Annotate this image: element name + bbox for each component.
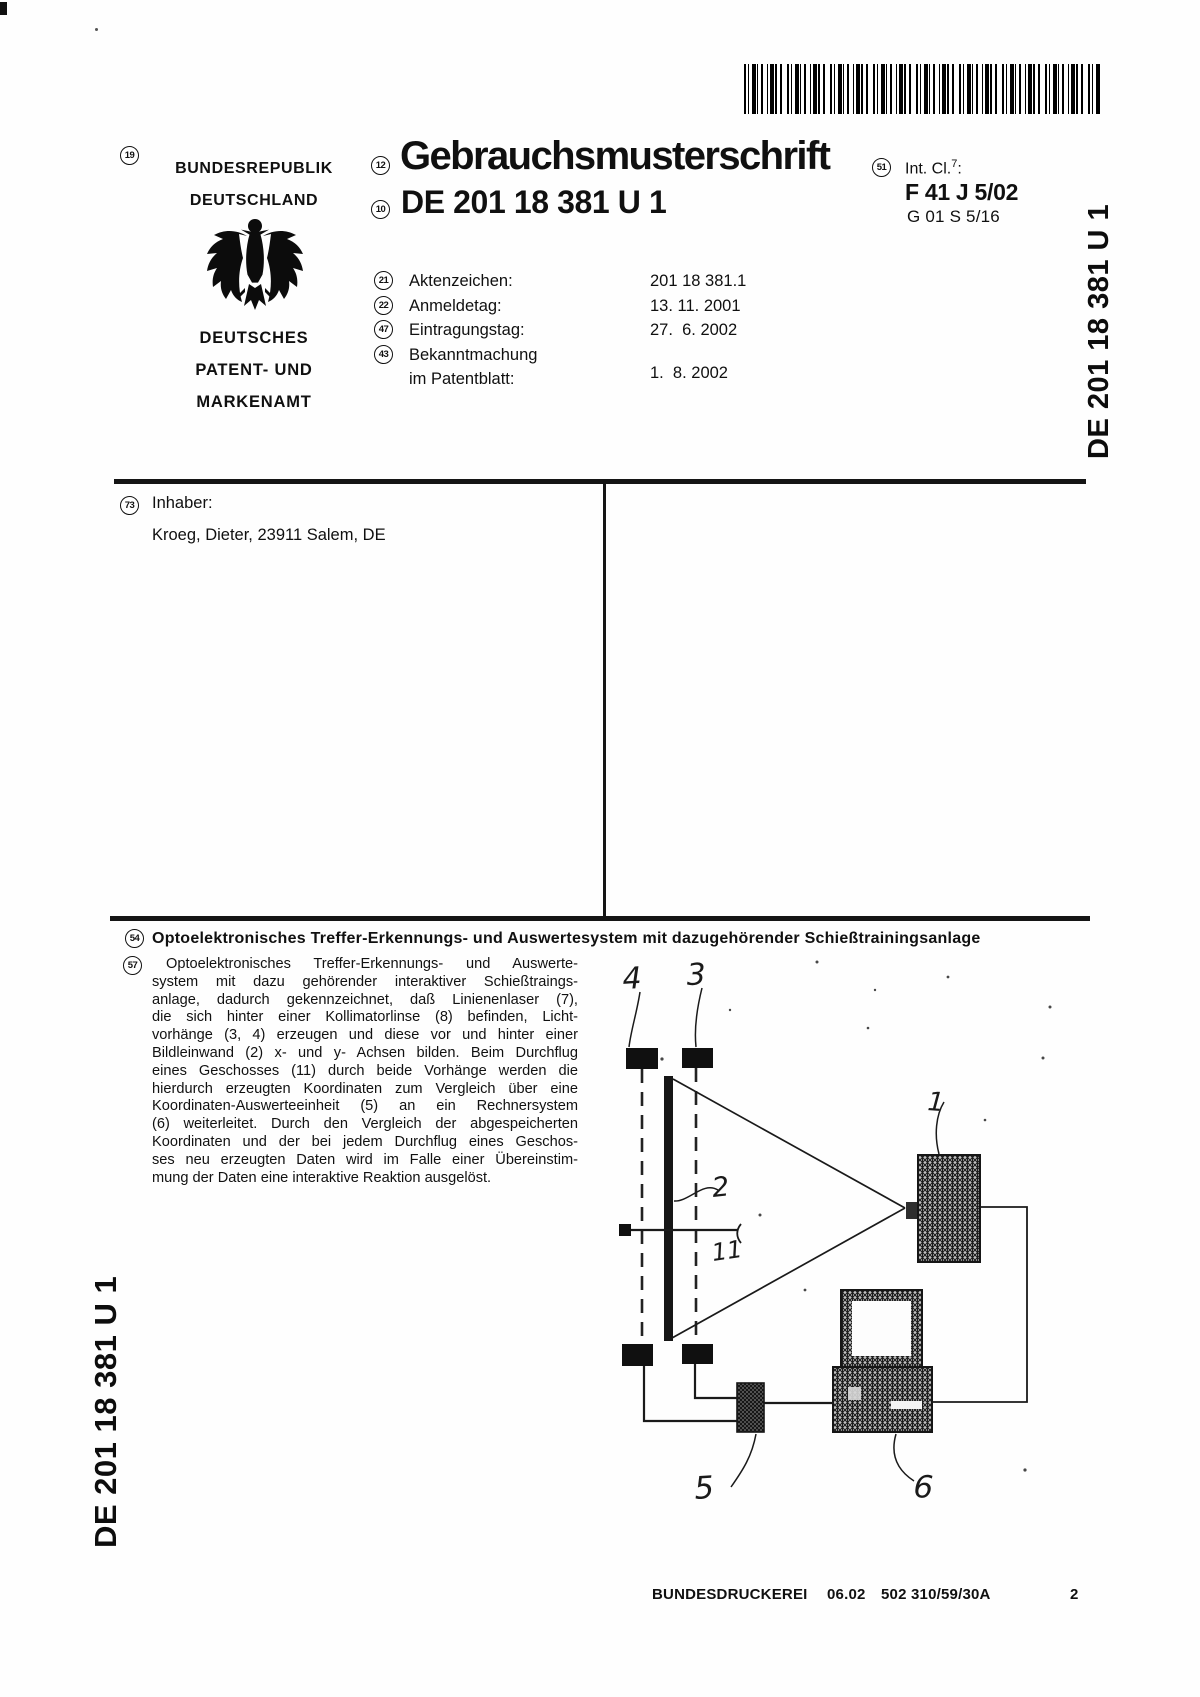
figure-label-3: 3	[686, 957, 707, 993]
owner-value: Kroeg, Dieter, 23911 Salem, DE	[152, 526, 386, 544]
bib-row-aktenzeichen	[374, 272, 814, 294]
monitor-screen	[852, 1301, 911, 1356]
footer-issue: 06.02	[827, 1586, 866, 1603]
int-cl-primary-class: F 41 J 5/02	[905, 179, 1019, 205]
footer-printer: BUNDESDRUCKEREI	[652, 1586, 808, 1603]
abstract-line: die sich hinter einer Kollimatorlinse (8) befinden, Licht-	[152, 1009, 578, 1026]
abstract-text	[152, 956, 578, 1187]
projector-lens	[906, 1202, 918, 1219]
bib-value: 13. 11. 2001	[650, 297, 741, 315]
figure-label-4: 4	[621, 961, 643, 997]
sensor-block-bottom-left	[622, 1344, 653, 1366]
scan-speck	[95, 28, 98, 31]
column-divider-line	[603, 483, 606, 916]
vertical-publication-number-left: DE 201 18 381 U 1	[88, 1275, 123, 1548]
int-cl-text: Int. Cl.	[905, 160, 952, 178]
projectile-marker	[619, 1224, 631, 1236]
office-line3: MARKENAMT	[196, 393, 312, 411]
code-73-badge: 73	[120, 496, 139, 515]
abstract-line: vorhänge (3, 4) erzeugen und diese vor und hinter einer	[152, 1027, 578, 1044]
code-22-badge: 22	[374, 296, 393, 315]
abstract-line: (6) weiterleitet. Durch den Vergleich der abgespeicherten	[152, 1116, 578, 1133]
invention-title: Optoelektronisches Treffer-Erkennungs- und Auswertesystem mit dazugehörender Schießtrainingsanlage	[152, 930, 981, 947]
country-line1: BUNDESREPUBLIK	[175, 160, 333, 177]
bib-value: 1. 8. 2002	[650, 364, 728, 382]
abstract-line: hierdurch erzeugten Koordinaten zum Vergleich über eine	[152, 1080, 578, 1097]
laser-emitter-block-top-right	[682, 1048, 713, 1068]
abstract-line: eines Geschosses (11) durch beide Vorhänge werden die	[152, 1062, 578, 1079]
coordinate-evaluation-unit-box	[737, 1383, 764, 1432]
office-name	[150, 322, 358, 418]
laser-emitter-block-top-left	[626, 1048, 658, 1069]
code-21-badge: 21	[374, 271, 393, 290]
bib-label-line2: im Patentblatt:	[409, 370, 515, 388]
computer-detail-square	[848, 1387, 861, 1400]
sensor-to-unit5-cable-left	[644, 1366, 737, 1421]
bib-value: 201 18 381.1	[650, 272, 747, 290]
bib-label: Anmeldetag:	[409, 297, 502, 315]
document-kind-title: Gebrauchsmusterschrift	[400, 134, 830, 178]
figure-label-5: 5	[693, 1469, 716, 1507]
footer	[0, 1586, 1200, 1606]
bib-value: 27. 6. 2002	[650, 321, 738, 339]
leader-line-4	[629, 992, 640, 1047]
country-name	[150, 153, 358, 217]
abstract-line: Bildleinwand (2) x- und y- Achsen bilden. Beim Durchflug	[152, 1044, 578, 1061]
bib-label: Aktenzeichen:	[409, 272, 513, 290]
code-43-badge: 43	[374, 345, 393, 364]
abstract-line: ses neu erzeugten Daten wird im Falle einer Übereinstim-	[152, 1151, 578, 1168]
abstract-line: mung der Daten eine interaktive Reaktion ausgelöst.	[152, 1169, 492, 1186]
office-line2: PATENT- UND	[195, 361, 313, 379]
int-cl-label	[905, 158, 962, 178]
patent-figure	[555, 950, 1055, 1520]
abstract-line: system mit dazu gehörender interaktiver Schießtraings-	[152, 973, 578, 990]
country-line2: DEUTSCHLAND	[189, 192, 319, 209]
code-54-badge: 54	[125, 929, 144, 948]
scan-artifact	[0, 2, 7, 15]
abstract-line: Optoelektronisches Treffer-Erkennungs- und Auswerte-	[166, 956, 578, 972]
code-47-badge: 47	[374, 320, 393, 339]
figure-label-11: 11	[709, 1234, 745, 1267]
code-12-badge: 12	[371, 156, 390, 175]
header-separator-rule	[114, 479, 1086, 484]
abstract-line: Koordinaten und der bei jedem Durchflug eines Geschos-	[152, 1133, 578, 1150]
office-line1: DEUTSCHES	[199, 329, 309, 347]
projector-box	[918, 1155, 980, 1262]
abstract-line: anlage, dadurch gekennzeichnet, daß Linienenlaser (7),	[152, 991, 578, 1008]
leader-line-3	[695, 988, 702, 1047]
sensor-block-bottom-right	[682, 1344, 713, 1364]
code-10-badge: 10	[371, 200, 390, 219]
code-57-badge: 57	[123, 956, 142, 975]
federal-eagle-logo	[204, 214, 306, 314]
figure-label-6: 6	[912, 1469, 935, 1507]
footer-print-code: 502 310/59/30A	[881, 1586, 991, 1603]
abstract-line: Koordinaten-Auswerteeinheit (5) an ein Rechnersystem	[152, 1098, 578, 1115]
code-19-badge: 19	[120, 146, 139, 165]
int-cl-secondary-class: G 01 S 5/16	[907, 207, 1000, 226]
figure-label-1: 1	[926, 1087, 946, 1119]
bib-label: Eintragungstag:	[409, 321, 525, 339]
footer-page-number: 2	[1070, 1586, 1079, 1603]
bib-row-anmeldetag	[374, 297, 814, 319]
computer-system-box	[833, 1367, 932, 1432]
int-cl-superscript: 7	[951, 158, 958, 170]
figure-label-2: 2	[710, 1171, 731, 1204]
bib-row-eintragungstag	[374, 321, 814, 343]
publication-number: DE 201 18 381 U 1	[401, 184, 667, 220]
vertical-publication-number-right: DE 201 18 381 U 1	[1083, 203, 1115, 459]
barcode	[744, 64, 1100, 114]
bib-label: Bekanntmachung	[409, 346, 538, 364]
sensor-to-unit5-cable-right	[695, 1364, 737, 1398]
body-separator-rule	[110, 916, 1090, 921]
computer-slot	[891, 1401, 922, 1409]
projection-screen-bar	[664, 1076, 673, 1341]
leader-line-6	[894, 1434, 914, 1481]
int-cl-colon: :	[957, 160, 962, 178]
bib-row-bekanntmachung	[374, 346, 814, 392]
owner-label: Inhaber:	[152, 494, 213, 512]
code-51-badge: 51	[872, 158, 891, 177]
leader-line-5	[731, 1434, 756, 1487]
